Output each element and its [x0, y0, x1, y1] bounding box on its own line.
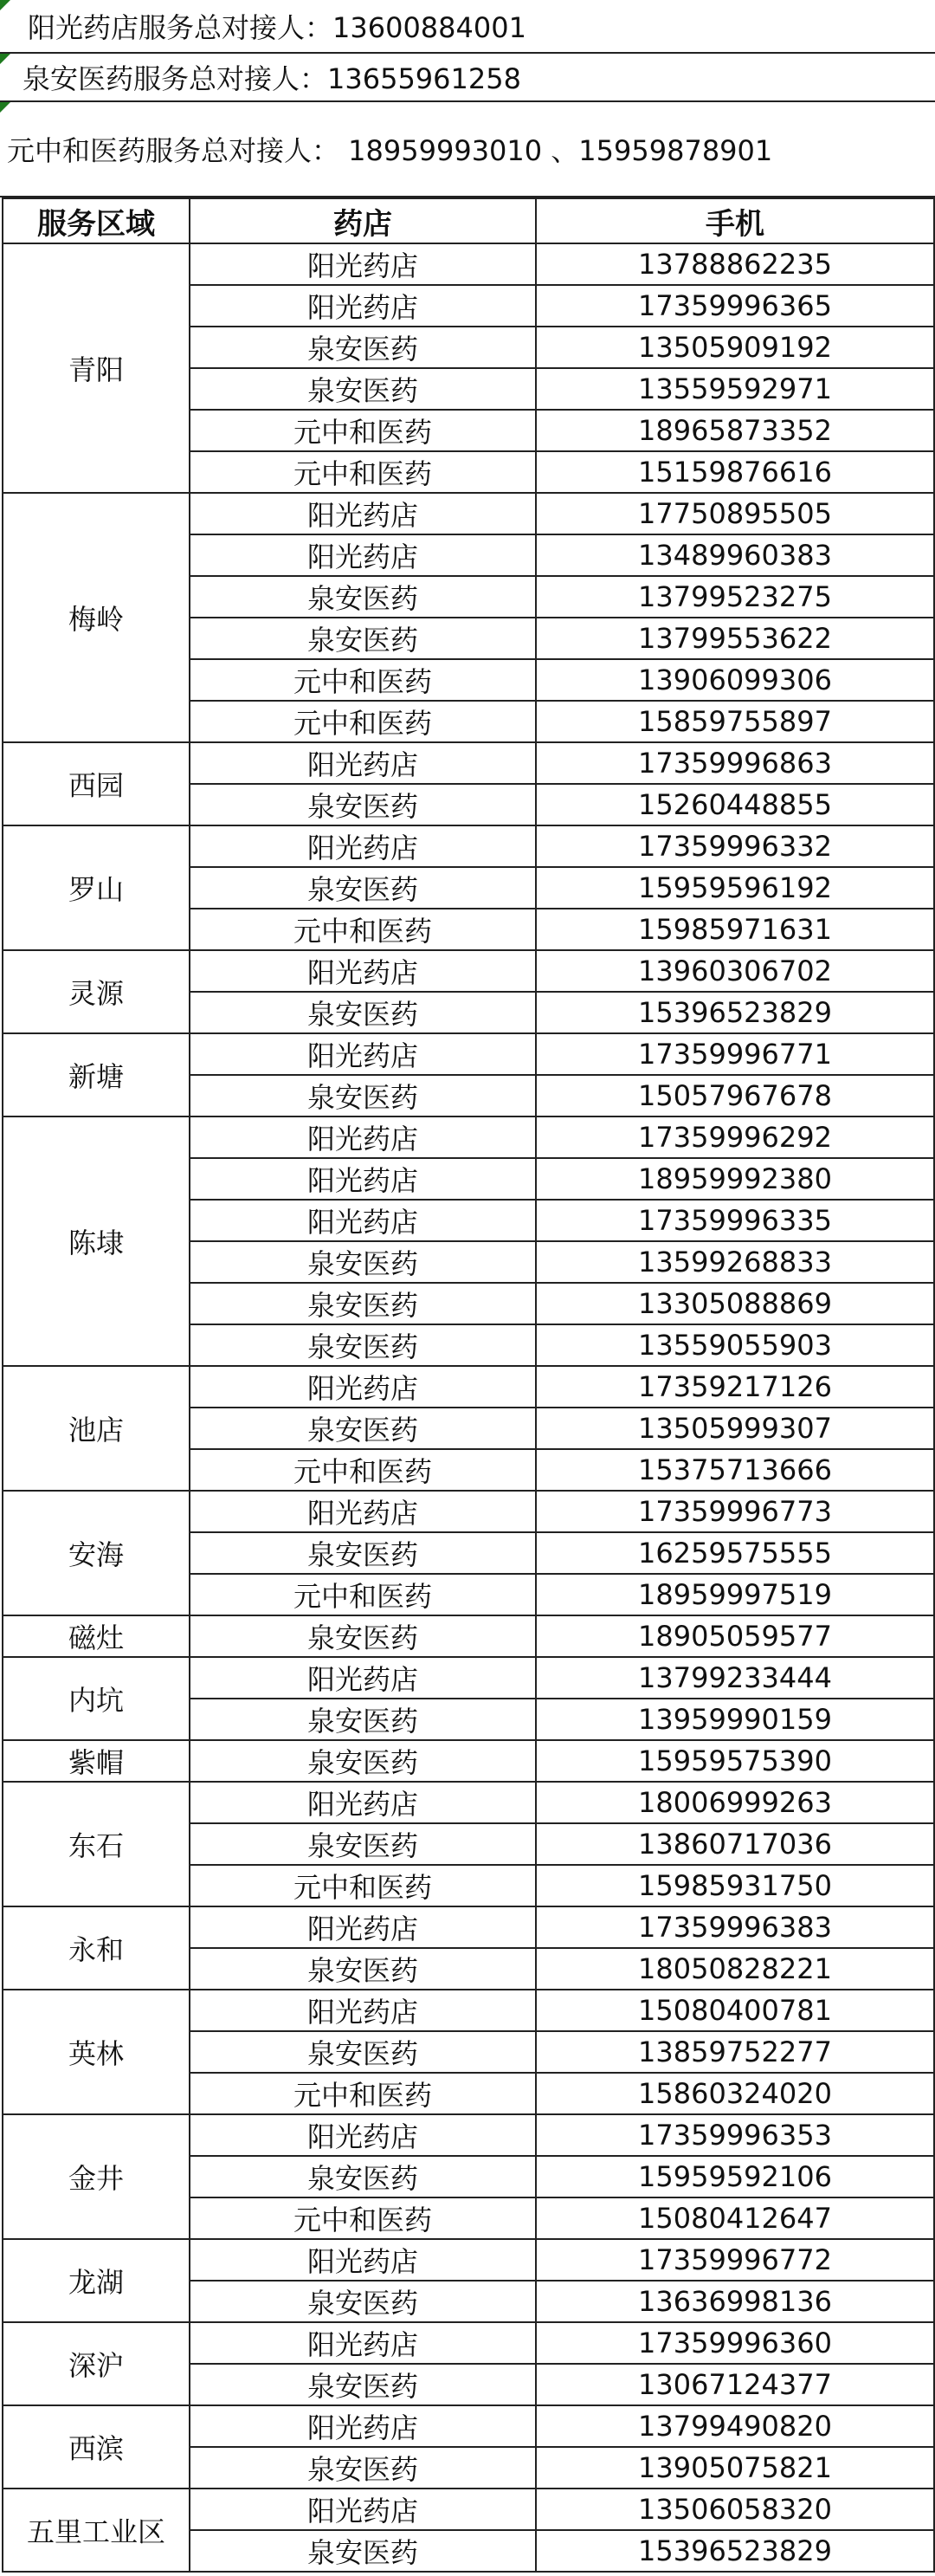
pharmacy-name-cell: 阳光药店 — [190, 2322, 536, 2364]
table-row — [3, 1116, 934, 1158]
phone-number-cell: 15859755897 — [536, 701, 934, 742]
service-area-cell: 紫帽 — [3, 1740, 190, 1782]
phone-number-cell: 15396523829 — [536, 2530, 934, 2572]
table-row — [3, 742, 934, 784]
table-header-row — [3, 198, 934, 243]
pharmacy-name-cell: 泉安医药 — [190, 2281, 536, 2322]
phone-number-cell: 13067124377 — [536, 2364, 934, 2405]
phone-number-cell: 13559592971 — [536, 368, 934, 410]
pharmacy-name-cell: 阳光药店 — [190, 1158, 536, 1200]
pharmacy-name-cell: 阳光药店 — [190, 825, 536, 867]
header-phone: 手机 — [536, 198, 934, 243]
pharmacy-name-cell: 泉安医药 — [190, 1075, 536, 1116]
phone-number-cell: 17359996353 — [536, 2114, 934, 2156]
phone-number-cell: 17359996332 — [536, 825, 934, 867]
table-row — [3, 2489, 934, 2530]
phone-number-cell: 17359996773 — [536, 1491, 934, 1532]
service-area-cell: 罗山 — [3, 825, 190, 950]
pharmacy-name-cell: 泉安医药 — [190, 1532, 536, 1574]
pharmacy-name-cell: 阳光药店 — [190, 1782, 536, 1823]
service-area-cell: 永和 — [3, 1906, 190, 1990]
pharmacy-name-cell: 泉安医药 — [190, 327, 536, 368]
service-area-cell: 新塘 — [3, 1033, 190, 1116]
table-row — [3, 1491, 934, 1532]
pharmacy-name-cell: 阳光药店 — [190, 243, 536, 285]
phone-number-cell: 15959596192 — [536, 867, 934, 909]
pharmacy-name-cell: 泉安医药 — [190, 1408, 536, 1449]
pharmacy-name-cell: 泉安医药 — [190, 1324, 536, 1366]
table-row — [3, 1033, 934, 1075]
pharmacy-name-cell: 阳光药店 — [190, 2114, 536, 2156]
pharmacy-name-cell: 元中和医药 — [190, 909, 536, 950]
table-row — [3, 1990, 934, 2031]
table-row — [3, 1740, 934, 1782]
cell-corner-marker — [0, 54, 10, 64]
phone-number-cell: 13859752277 — [536, 2031, 934, 2073]
pharmacy-name-cell: 泉安医药 — [190, 1823, 536, 1865]
pharmacy-name-cell: 泉安医药 — [190, 618, 536, 659]
pharmacy-name-cell: 阳光药店 — [190, 1033, 536, 1075]
pharmacy-name-cell: 阳光药店 — [190, 2489, 536, 2530]
pharmacy-name-cell: 阳光药店 — [190, 1491, 536, 1532]
phone-number-cell: 15985931750 — [536, 1865, 934, 1906]
phone-number-cell: 17359996335 — [536, 1200, 934, 1241]
pharmacy-name-cell: 阳光药店 — [190, 1990, 536, 2031]
phone-number-cell: 18965873352 — [536, 410, 934, 451]
pharmacy-name-cell: 阳光药店 — [190, 493, 536, 534]
service-area-cell: 深沪 — [3, 2322, 190, 2405]
phone-number-cell: 15375713666 — [536, 1449, 934, 1491]
pharmacy-name-cell: 泉安医药 — [190, 1699, 536, 1740]
pharmacy-name-cell: 泉安医药 — [190, 1740, 536, 1782]
table-row — [3, 2239, 934, 2281]
phone-number-cell: 15080400781 — [536, 1990, 934, 2031]
phone-number-cell: 17359996863 — [536, 742, 934, 784]
table-row — [3, 2322, 934, 2364]
phone-number-cell: 18006999263 — [536, 1782, 934, 1823]
phone-number-cell: 13960306702 — [536, 950, 934, 992]
phone-number-cell: 15959592106 — [536, 2156, 934, 2197]
table-row — [3, 1906, 934, 1948]
pharmacy-name-cell: 阳光药店 — [190, 1116, 536, 1158]
pharmacy-name-cell: 阳光药店 — [190, 1366, 536, 1408]
header-service-area: 服务区域 — [3, 198, 190, 243]
phone-number-cell: 15959575390 — [536, 1740, 934, 1782]
pharmacy-name-cell: 阳光药店 — [190, 2405, 536, 2447]
cell-corner-marker — [0, 0, 10, 10]
phone-number-cell: 13559055903 — [536, 1324, 934, 1366]
contact-line-quanan — [0, 54, 935, 102]
phone-number-cell: 13599268833 — [536, 1241, 934, 1283]
phone-number-cell: 17750895505 — [536, 493, 934, 534]
phone-number-cell: 15080412647 — [536, 2197, 934, 2239]
service-area-cell: 龙湖 — [3, 2239, 190, 2322]
phone-number-cell: 13906099306 — [536, 659, 934, 701]
contact-line-yangguang — [0, 0, 935, 54]
pharmacy-name-cell: 泉安医药 — [190, 1615, 536, 1657]
pharmacy-name-cell: 元中和医药 — [190, 1865, 536, 1906]
phone-number-cell: 13505909192 — [536, 327, 934, 368]
pharmacy-name-cell: 阳光药店 — [190, 742, 536, 784]
phone-number-cell: 13799523275 — [536, 576, 934, 618]
pharmacy-name-cell: 元中和医药 — [190, 2197, 536, 2239]
phone-number-cell: 17359996360 — [536, 2322, 934, 2364]
service-area-cell: 池店 — [3, 1366, 190, 1491]
pharmacy-name-cell: 泉安医药 — [190, 867, 536, 909]
phone-number-cell: 17359996365 — [536, 285, 934, 327]
phone-number-cell: 13799490820 — [536, 2405, 934, 2447]
pharmacy-name-cell: 元中和医药 — [190, 1574, 536, 1615]
header-pharmacy: 药店 — [190, 198, 536, 243]
pharmacy-name-cell: 阳光药店 — [190, 285, 536, 327]
phone-number-cell: 18050828221 — [536, 1948, 934, 1990]
table-row — [3, 243, 934, 285]
phone-number-cell: 13799233444 — [536, 1657, 934, 1699]
phone-number-cell: 13506058320 — [536, 2489, 934, 2530]
service-area-cell: 青阳 — [3, 243, 190, 493]
pharmacy-name-cell: 泉安医药 — [190, 784, 536, 825]
pharmacy-name-cell: 泉安医药 — [190, 1283, 536, 1324]
pharmacy-name-cell: 阳光药店 — [190, 2239, 536, 2281]
table-row — [3, 1657, 934, 1699]
contact-text: 泉安医药服务总对接人：13655961258 — [23, 62, 521, 95]
phone-number-cell: 17359996292 — [536, 1116, 934, 1158]
phone-number-cell: 13489960383 — [536, 534, 934, 576]
table-row — [3, 2114, 934, 2156]
table-row — [3, 1615, 934, 1657]
phone-number-cell: 15396523829 — [536, 992, 934, 1033]
pharmacy-name-cell: 元中和医药 — [190, 701, 536, 742]
table-row — [3, 493, 934, 534]
phone-number-cell: 15260448855 — [536, 784, 934, 825]
service-area-cell: 陈埭 — [3, 1116, 190, 1366]
contact-text: 阳光药店服务总对接人：13600884001 — [28, 11, 526, 44]
phone-number-cell: 18959997519 — [536, 1574, 934, 1615]
service-area-cell: 五里工业区 — [3, 2489, 190, 2572]
pharmacy-name-cell: 泉安医药 — [190, 1948, 536, 1990]
service-area-cell: 磁灶 — [3, 1615, 190, 1657]
pharmacy-name-cell: 元中和医药 — [190, 1449, 536, 1491]
pharmacy-name-cell: 阳光药店 — [190, 1200, 536, 1241]
table-row — [3, 825, 934, 867]
pharmacy-name-cell: 泉安医药 — [190, 576, 536, 618]
service-area-cell: 东石 — [3, 1782, 190, 1906]
pharmacy-name-cell: 元中和医药 — [190, 659, 536, 701]
phone-number-cell: 13860717036 — [536, 1823, 934, 1865]
phone-number-cell: 18905059577 — [536, 1615, 934, 1657]
pharmacy-name-cell: 元中和医药 — [190, 451, 536, 493]
pharmacy-name-cell: 泉安医药 — [190, 992, 536, 1033]
phone-number-cell: 13788862235 — [536, 243, 934, 285]
contact-section — [0, 0, 935, 197]
pharmacy-name-cell: 元中和医药 — [190, 410, 536, 451]
phone-number-cell: 17359996383 — [536, 1906, 934, 1948]
phone-number-cell: 15057967678 — [536, 1075, 934, 1116]
pharmacy-name-cell: 泉安医药 — [190, 1241, 536, 1283]
contact-text: 元中和医药服务总对接人： 18959993010 、15959878901 — [7, 134, 773, 167]
service-area-cell: 金井 — [3, 2114, 190, 2239]
phone-number-cell: 13305088869 — [536, 1283, 934, 1324]
service-area-cell: 英林 — [3, 1990, 190, 2114]
table-row — [3, 1782, 934, 1823]
phone-number-cell: 15860324020 — [536, 2073, 934, 2114]
table-row — [3, 2405, 934, 2447]
service-area-cell: 西滨 — [3, 2405, 190, 2489]
phone-number-cell: 13505999307 — [536, 1408, 934, 1449]
phone-number-cell: 17359996771 — [536, 1033, 934, 1075]
table-row — [3, 1366, 934, 1408]
phone-number-cell: 18959992380 — [536, 1158, 934, 1200]
pharmacy-name-cell: 泉安医药 — [190, 2156, 536, 2197]
pharmacy-name-cell: 泉安医药 — [190, 368, 536, 410]
pharmacy-contact-table — [2, 197, 935, 2573]
service-area-cell: 内坑 — [3, 1657, 190, 1740]
pharmacy-name-cell: 泉安医药 — [190, 2364, 536, 2405]
service-area-cell: 西园 — [3, 742, 190, 825]
pharmacy-name-cell: 阳光药店 — [190, 1906, 536, 1948]
pharmacy-name-cell: 阳光药店 — [190, 534, 536, 576]
phone-number-cell: 16259575555 — [536, 1532, 934, 1574]
phone-number-cell: 17359996772 — [536, 2239, 934, 2281]
service-area-cell: 安海 — [3, 1491, 190, 1615]
phone-number-cell: 13959990159 — [536, 1699, 934, 1740]
cell-corner-marker — [0, 102, 10, 113]
table-body — [3, 243, 934, 2572]
phone-number-cell: 13799553622 — [536, 618, 934, 659]
pharmacy-name-cell: 元中和医药 — [190, 2073, 536, 2114]
phone-number-cell: 15985971631 — [536, 909, 934, 950]
pharmacy-name-cell: 阳光药店 — [190, 1657, 536, 1699]
phone-number-cell: 13905075821 — [536, 2447, 934, 2489]
service-area-cell: 灵源 — [3, 950, 190, 1033]
phone-number-cell: 15159876616 — [536, 451, 934, 493]
pharmacy-name-cell: 阳光药店 — [190, 950, 536, 992]
phone-number-cell: 13636998136 — [536, 2281, 934, 2322]
pharmacy-name-cell: 泉安医药 — [190, 2031, 536, 2073]
contact-line-yuanzhonghe — [0, 102, 935, 197]
pharmacy-name-cell: 泉安医药 — [190, 2447, 536, 2489]
pharmacy-name-cell: 泉安医药 — [190, 2530, 536, 2572]
phone-number-cell: 17359217126 — [536, 1366, 934, 1408]
service-area-cell: 梅岭 — [3, 493, 190, 742]
table-row — [3, 950, 934, 992]
